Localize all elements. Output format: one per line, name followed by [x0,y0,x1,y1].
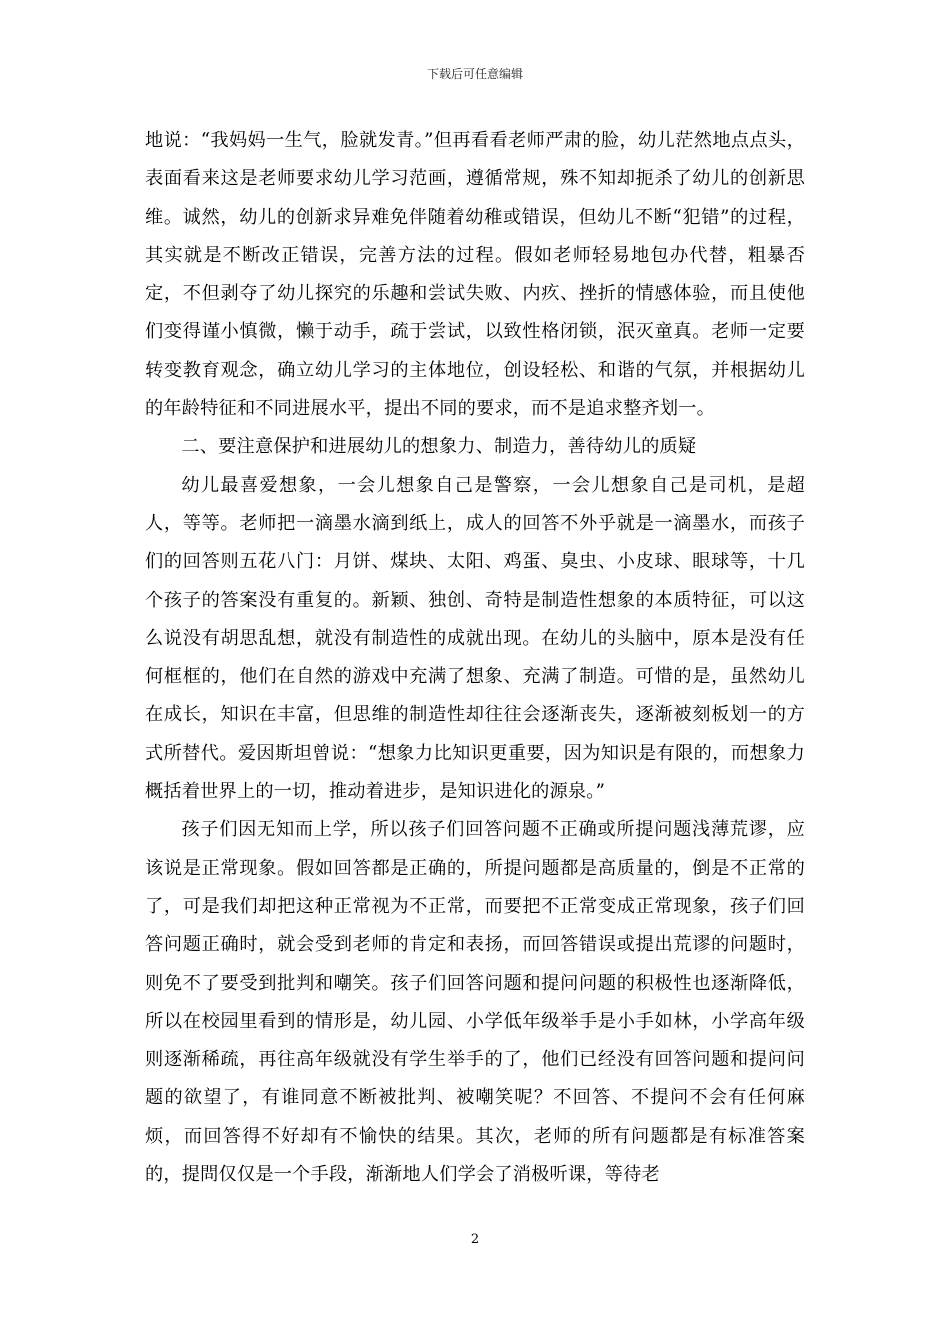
body-text [145,122,805,1194]
paragraph-continuation: 地说：“我妈妈一生气，脸就发青。”但再看看老师严肃的脸，幼儿茫然地点点头，表面看来这是老师要求幼儿学习范画，遵循常规，殊不知却扼杀了幼儿的创新思维。诚然，幼儿的创新求异难免伴随着幼稚或错误，但幼儿不断“犯错”的过程，其实就是不断改正错误，完善方法的过程。假如老师轻易地包办代替，粗暴否定，不但剥夺了幼儿探究的乐趣和尝试失败、内疚、挫折的情感体验，而且使他们变得谨小慎微，懒于动手，疏于尝试，以致性格闭锁，泯灭童真。老师一定要转变教育观念，确立幼儿学习的主体地位，创设轻松、和谐的气氛，并根据幼儿的年龄特征和不同进展水平，提出不同的要求，而不是追求整齐划一。 [145,130,805,420]
paragraph-imagination: 幼儿最喜爱想象，一会儿想象自己是警察，一会儿想象自己是司机，是超人，等等。老师把一滴墨水滴到纸上，成人的回答不外乎就是一滴墨水，而孩子们的回答则五花八门：月饼、煤块、太阳、鸡蛋、臭虫、小皮球、眼球等，十几个孩子的答案没有重复的。新颖、独创、奇特是制造性想象的本质特征，可以这么说没有胡思乱想，就没有制造性的成就出现。在幼儿的头脑中，原本是没有任何框框的，他们在自然的游戏中充满了想象、充满了制造。可惜的是，虽然幼儿在成长，知识在丰富，但思维的制造性却往往会逐渐丧失，逐渐被刻板划一的方式所替代。爱因斯坦曾说：“想象力比知识更重要，因为知识是有限的，而想象力概括着世界上的一切，推动着进步，是知识进化的源泉。” [145,474,805,803]
paragraph-questioning: 孩子们因无知而上学，所以孩子们回答问题不正确或所提问题浅薄荒谬，应该说是正常现象。假如回答都是正确的，所提问题都是高质量的，倒是不正常的了，可是我们却把这种正常视为不正常，而要把不正常变成正常现象，孩子们回答问题正确时，就会受到老师的肯定和表扬，而回答错误或提出荒谬的问题时，则免不了要受到批判和嘲笑。孩子们回答问题和提问问题的积极性也逐渐降低，所以在校园里看到的情形是，幼儿园、小学低年级举手是小手如林，小学高年级则逐渐稀疏，再往高年级就没有学生举手的了，他们已经没有回答问题和提问问题的欲望了，有谁同意不断被批判、被嘲笑呢？不回答、不提问不会有任何麻烦，而回答得不好却有不愉快的结果。其次，老师的所有问题都是有标准答案的，提問仅仅是一个手段，渐渐地人们学会了消极听课，等待老 [145,819,805,1186]
section-heading: 二、要注意保护和进展幼儿的想象力、制造力，善待幼儿的质疑 [181,436,697,458]
page-header: 下载后可任意编辑 [426,67,523,81]
page-number: 2 [470,1232,480,1247]
